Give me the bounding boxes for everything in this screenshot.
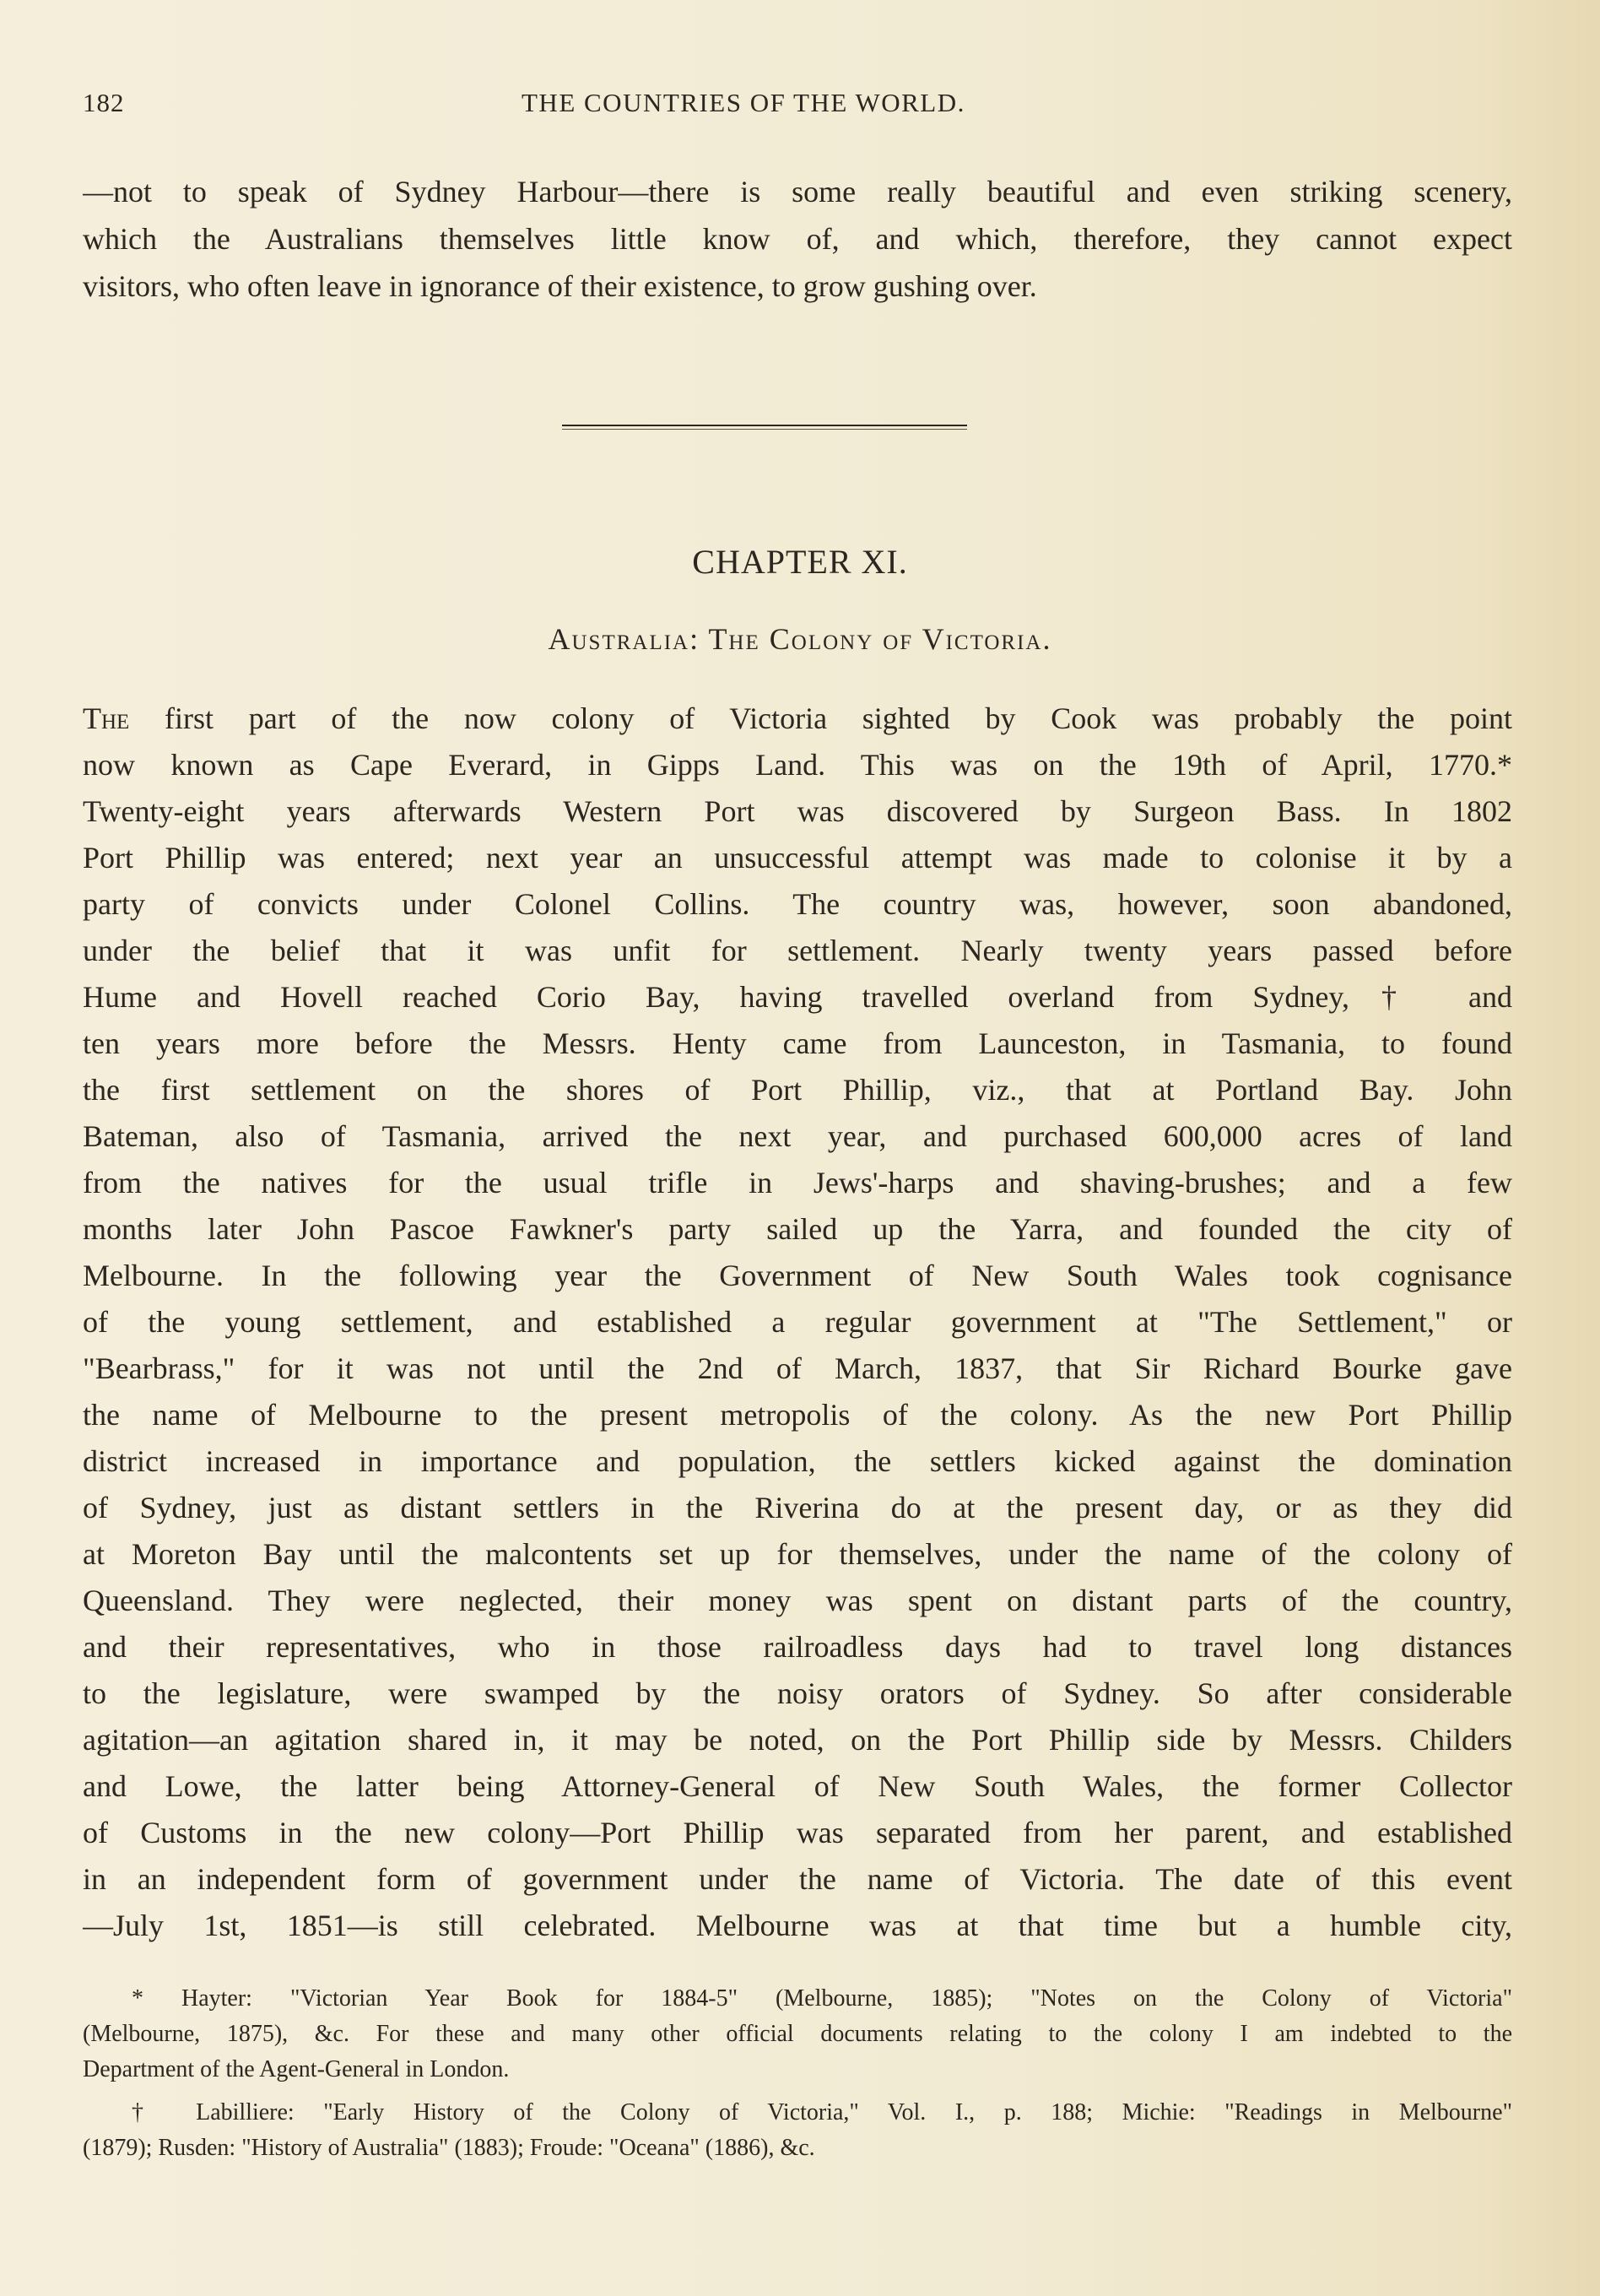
- paragraph-line: in an independent form of government under the name of Victoria. The date of this event: [83, 1862, 1512, 1896]
- paragraph-line: of the young settlement, and established a regular government at "The Settlement," or: [83, 1305, 1512, 1339]
- paragraph-line: at Moreton Bay until the malcontents set up for themselves, under the name of the colony of: [83, 1537, 1512, 1571]
- opening-word: The: [83, 701, 130, 735]
- paragraph-first-line: [83, 696, 1512, 743]
- footnote-line: † Labilliere: "Early History of the Colony of Victoria," Vol. I., p. 188; Michie: "Readings in Melbourne": [132, 2099, 1512, 2125]
- paragraph-line: from the natives for the usual trifle in Jews'-harps and shaving-brushes; and a few: [83, 1166, 1512, 1199]
- intro-line: visitors, who often leave in ignorance of their existence, to grow gushing over.: [83, 269, 1037, 303]
- paragraph-line: and their representatives, who in those railroadless days had to travel long distances: [83, 1630, 1512, 1664]
- paragraph-line: district increased in importance and population, the settlers kicked against the domination: [83, 1444, 1512, 1478]
- paragraph-line: Bateman, also of Tasmania, arrived the next year, and purchased 600,000 acres of land: [83, 1119, 1512, 1153]
- first-line-text: first part of the now colony of Victoria sighted by Cook was probably the point: [129, 701, 1512, 735]
- paragraph-line: of Customs in the new colony—Port Phillip was separated from her parent, and established: [83, 1816, 1512, 1849]
- chapter-title: CHAPTER XI.: [692, 543, 908, 581]
- running-head: [83, 88, 1517, 122]
- paragraph-line: and Lowe, the latter being Attorney-General of New South Wales, the former Collector: [83, 1769, 1512, 1803]
- chapter-subtitle: Australia: The Colony of Victoria.: [548, 622, 1052, 656]
- paragraph-line: months later John Pascoe Fawkner's party sailed up the Yarra, and founded the city of: [83, 1212, 1512, 1246]
- footnote-line: Department of the Agent-General in London.: [83, 2056, 510, 2082]
- paragraph-line: Hume and Hovell reached Corio Bay, having travelled overland from Sydney,† and: [83, 980, 1512, 1014]
- paragraph-line: now known as Cape Everard, in Gipps Land. This was on the 19th of April, 1770.*: [83, 748, 1512, 782]
- paragraph-line: Port Phillip was entered; next year an unsuccessful attempt was made to colonise it by a: [83, 841, 1512, 875]
- section-divider: [562, 425, 967, 430]
- footnote-line: (Melbourne, 1875), &c. For these and many other official documents relating to the colony I am indebted to the: [83, 2021, 1512, 2047]
- intro-line: —not to speak of Sydney Harbour—there is some really beautiful and even striking scenery,: [83, 175, 1512, 208]
- paragraph-line: of Sydney, just as distant settlers in the Riverina do at the present day, or as they did: [83, 1491, 1512, 1524]
- footnote-line: (1879); Rusden: "History of Australia" (1883); Froude: "Oceana" (1886), &c.: [83, 2135, 815, 2161]
- running-title: THE COUNTRIES OF THE WORLD.: [522, 88, 965, 117]
- paragraph-line: under the belief that it was unfit for settlement. Nearly twenty years passed before: [83, 934, 1512, 967]
- paragraph-line: Queensland. They were neglected, their money was spent on distant parts of the country,: [83, 1584, 1512, 1617]
- paragraph-line: ten years more before the Messrs. Henty came from Launceston, in Tasmania, to found: [83, 1026, 1512, 1060]
- paragraph-line: the first settlement on the shores of Port Phillip, viz., that at Portland Bay. John: [83, 1073, 1512, 1107]
- paragraph-line: "Bearbrass," for it was not until the 2nd of March, 1837, that Sir Richard Bourke gave: [83, 1351, 1512, 1385]
- paragraph-line: party of convicts under Colonel Collins. The country was, however, soon abandoned,: [83, 887, 1512, 921]
- paragraph-line: the name of Melbourne to the present metropolis of the colony. As the new Port Phillip: [83, 1398, 1512, 1432]
- paragraph-line: Twenty-eight years afterwards Western Port was discovered by Surgeon Bass. In 1802: [83, 794, 1512, 828]
- paragraph-line: Melbourne. In the following year the Government of New South Wales took cognisance: [83, 1259, 1512, 1292]
- paragraph-line: —July 1st, 1851—is still celebrated. Melbourne was at that time but a humble city,: [83, 1909, 1512, 1942]
- intro-line: which the Australians themselves little know of, and which, therefore, they cannot expect: [83, 222, 1512, 256]
- footnote-line: * Hayter: "Victorian Year Book for 1884-5" (Melbourne, 1885); "Notes on the Colony of Victoria": [132, 1985, 1512, 2012]
- paragraph-line: agitation—an agitation shared in, it may be noted, on the Port Phillip side by Messrs. Childers: [83, 1723, 1512, 1757]
- paragraph-line: to the legislature, were swamped by the noisy orators of Sydney. So after considerable: [83, 1676, 1512, 1710]
- page-number: 182: [83, 88, 125, 117]
